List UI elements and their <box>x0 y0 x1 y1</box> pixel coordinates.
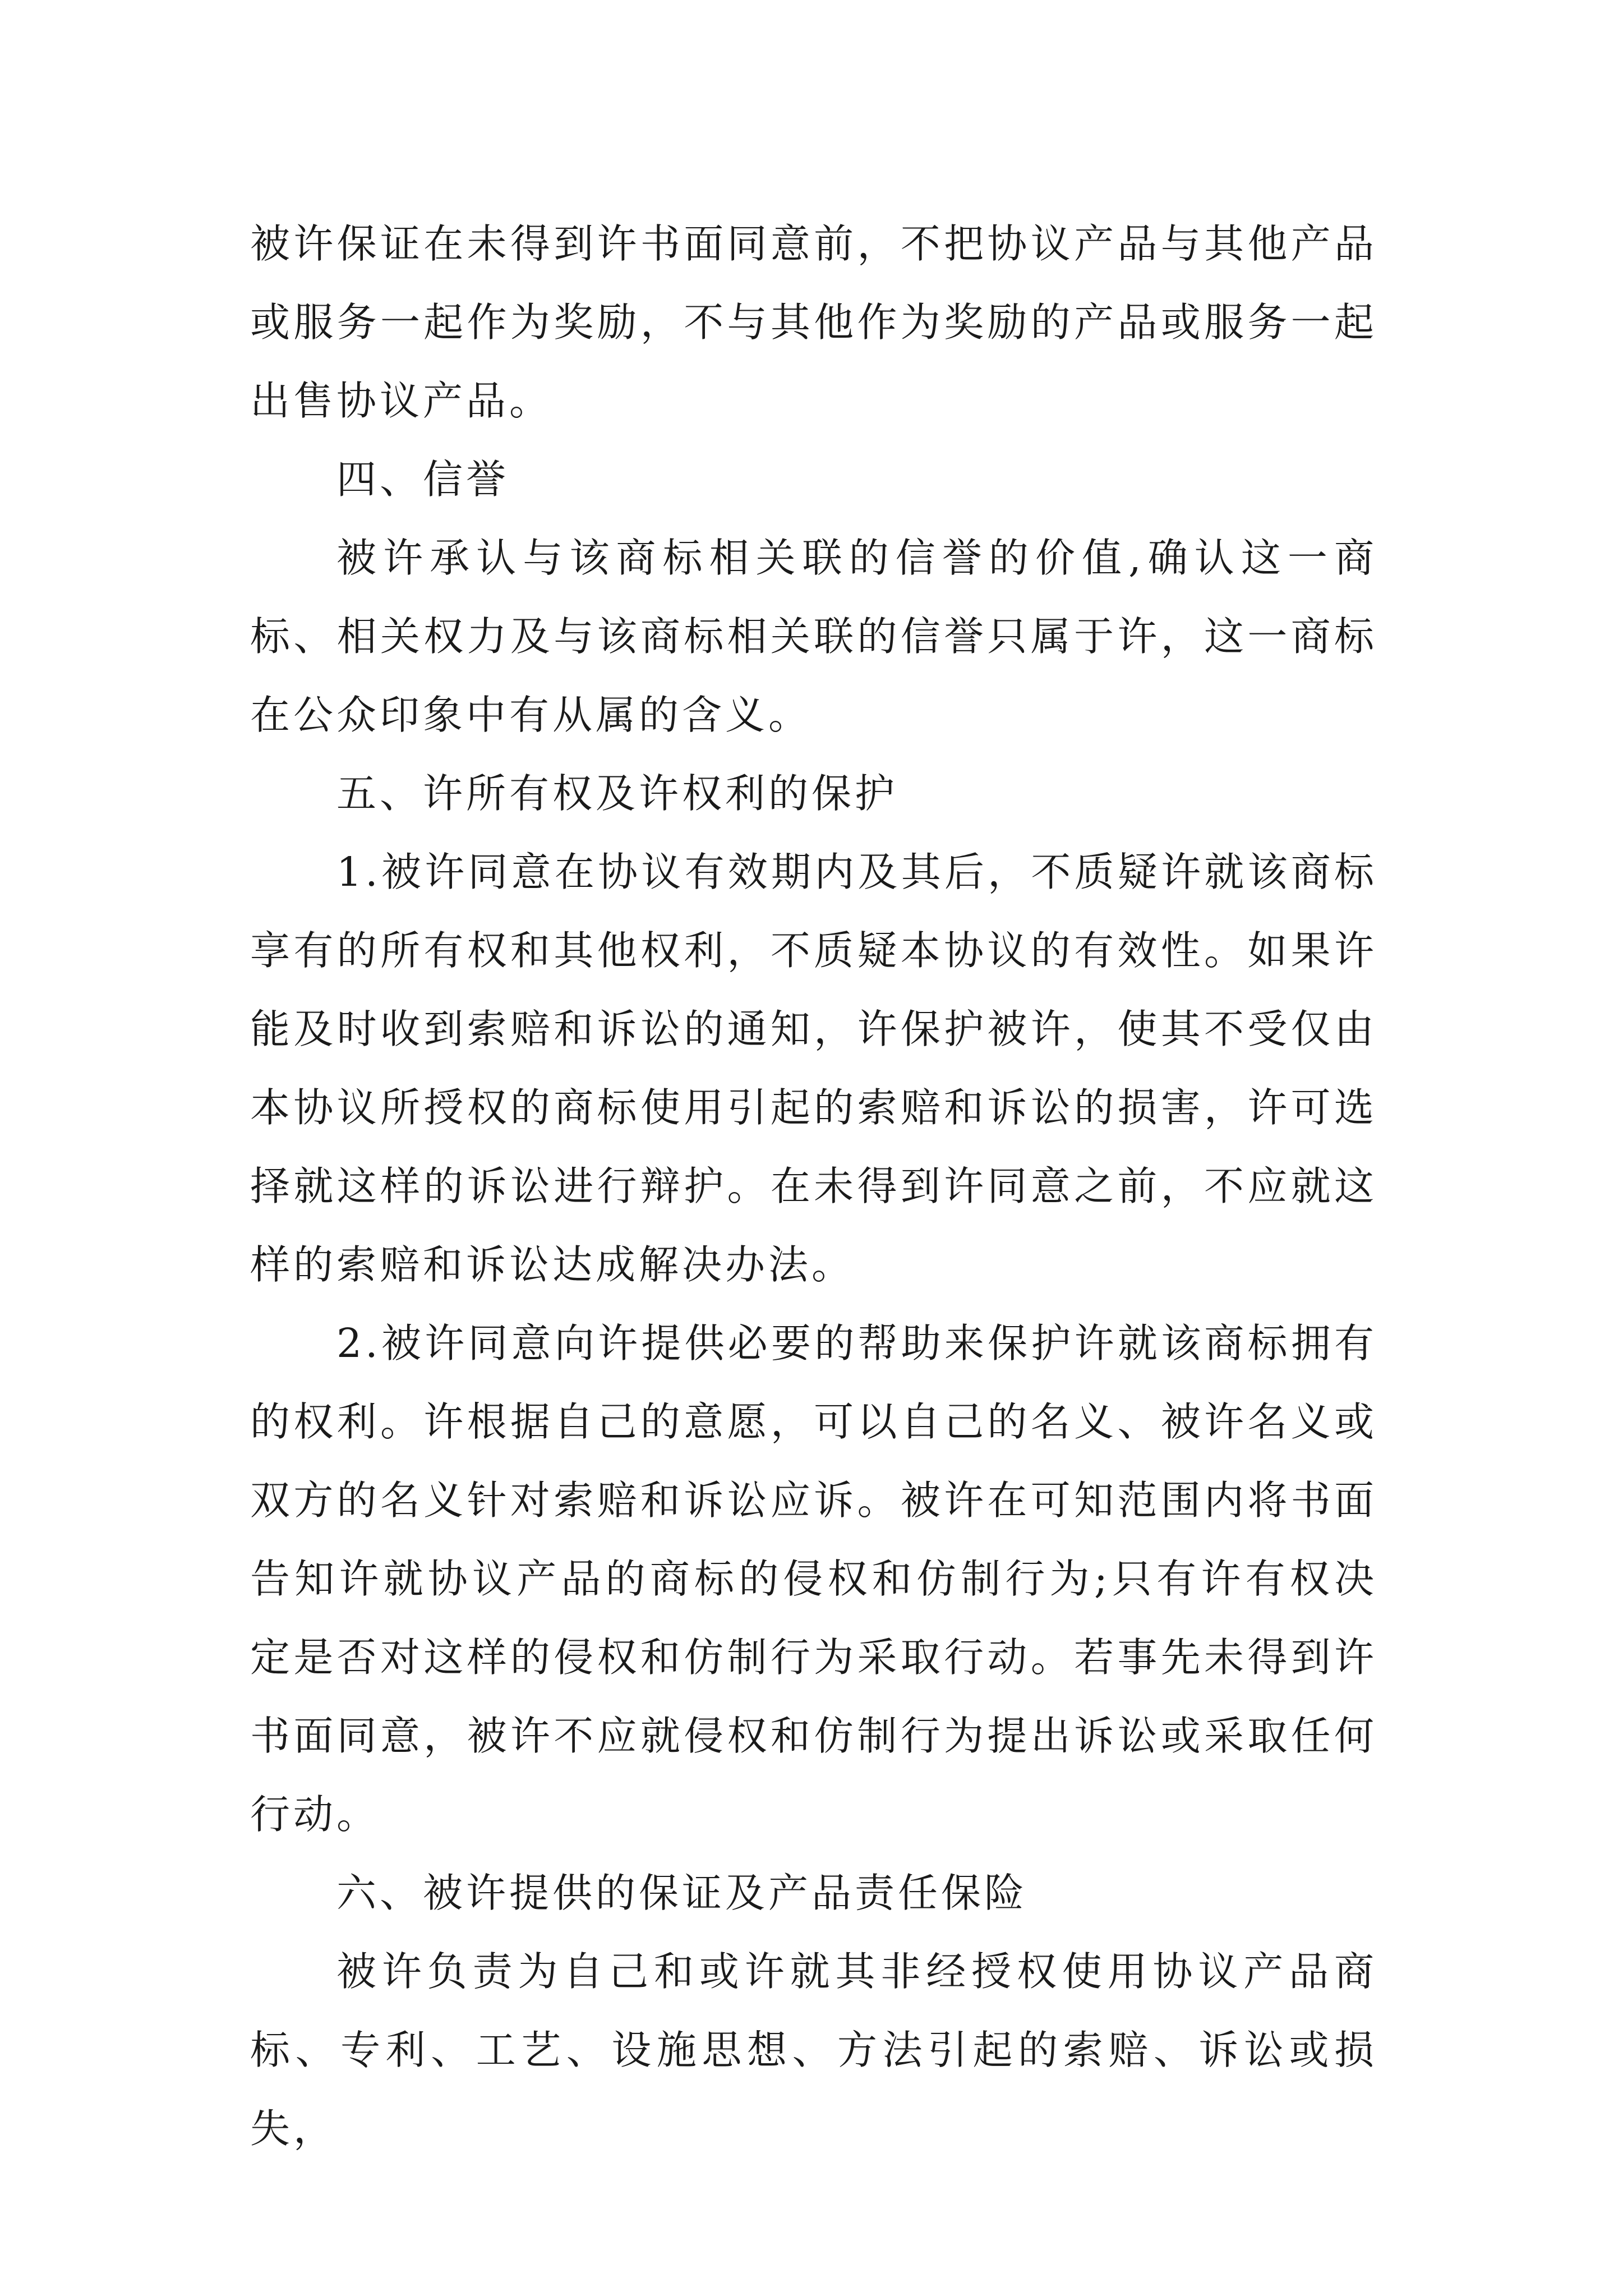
paragraph-reputation: 被许承认与该商标相关联的信誉的价值,确认这一商标、相关权力及与该商标相关联的信誉只属于许，这一商标在公众印象中有从属的含义。 <box>250 535 1377 738</box>
section-heading-ownership-protection: 五、许所有权及许权利的保护 <box>336 770 898 817</box>
paragraph-ownership-1: 1.被许同意在协议有效期内及其后，不质疑许就该商标享有的所有权和其他权利，不质疑本协议的有效性。如果许能及时收到索赔和诉讼的通知，许保护被许，使其不受仅由本协议所授权的商标使用引起的索赔和诉讼的损害，许可选择就这样的诉讼进行辩护。在未得到许同意之前，不应就这样的索赔和诉讼达成解决办法。 <box>250 849 1377 1288</box>
paragraph-ownership-2: 2.被许同意向许提供必要的帮助来保护许就该商标拥有的权利。许根据自己的意愿，可以自己的名义、被许名义或双方的名义针对索赔和诉讼应诉。被许在可知范围内将书面告知许就协议产品的商标的侵权和仿制行为;只有许有权决定是否对这样的侵权和仿制行为采取行动。若事先未得到许书面同意，被许不应就侵权和仿制行为提出诉讼或采取任何行动。 <box>250 1320 1377 1838</box>
paragraph-promotion-clause: 被许保证在未得到许书面同意前，不把协议产品与其他产品或服务一起作为奖励，不与其他作为奖励的产品或服务一起出售协议产品。 <box>250 220 1377 424</box>
paragraph-warranty: 被许负责为自己和或许就其非经授权使用协议产品商标、专利、工艺、设施思想、方法引起的索赔、诉讼或损失， <box>250 1948 1377 2152</box>
section-heading-warranty-insurance: 六、被许提供的保证及产品责任保险 <box>336 1870 1028 1916</box>
section-heading-reputation: 四、信誉 <box>336 456 510 503</box>
document-body <box>250 205 1377 2168</box>
